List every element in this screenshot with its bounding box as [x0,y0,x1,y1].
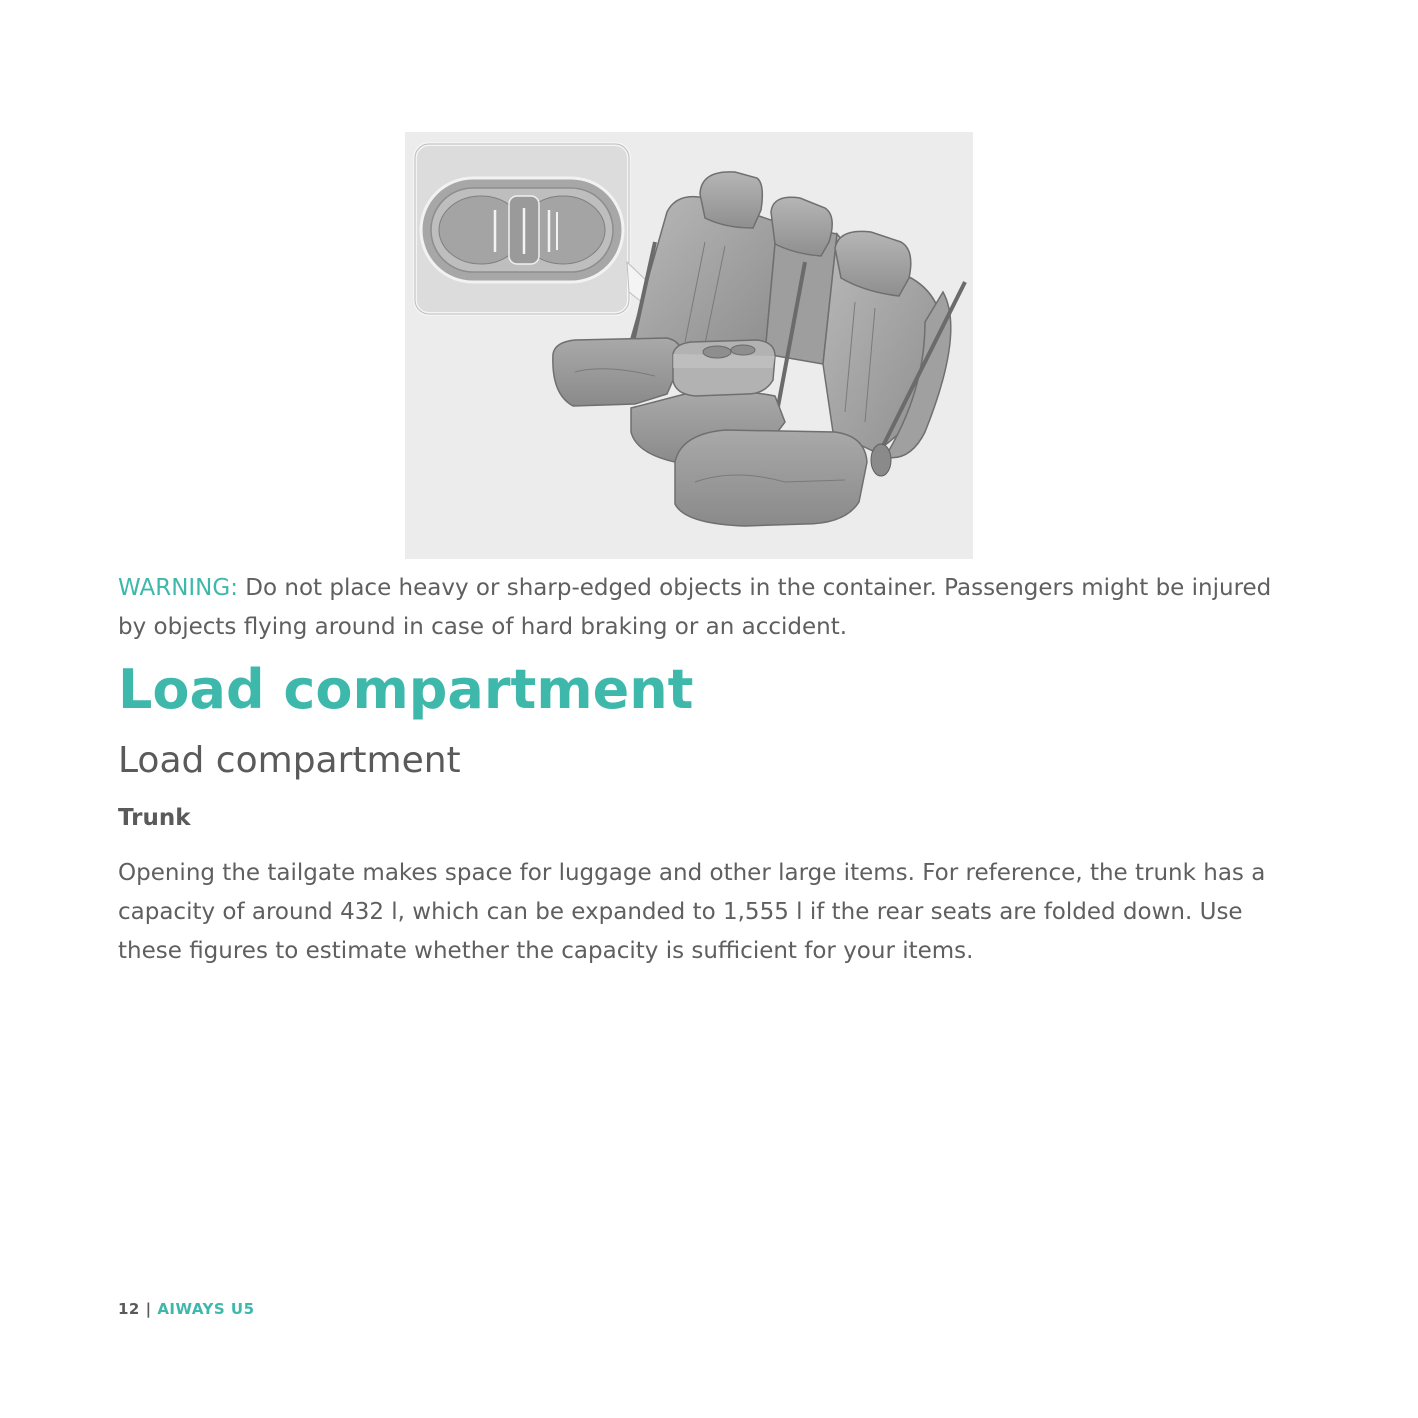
section-title: Load compartment [118,658,694,721]
footer-brand: AIWAYS U5 [157,1300,255,1318]
page-number: 12 [118,1300,140,1318]
page-footer [118,1298,255,1320]
trunk-heading: Trunk [118,805,191,831]
footer-separator: | [139,1300,158,1318]
warning-paragraph [118,569,1298,647]
rear-seat-illustration [405,132,973,559]
cupholder-detail-inset [415,144,629,314]
trunk-paragraph: Opening the tailgate makes space for luggage and other large items. For reference, the trunk has a capacity of around 432 l, which can be expanded to 1,555 l if the rear seats are folded down. Use these figures to estimate whether the capacity is sufficient for your items. [118,860,1266,964]
rear-seat-drawing [405,132,973,559]
armrest-cupholder [673,340,775,396]
warning-label: WARNING: [118,575,238,601]
warning-text: Do not place heavy or sharp-edged objects in the container. Passengers might be injured by objects flying around in case of hard braking or an accident. [118,575,1272,640]
section-subtitle: Load compartment [118,740,461,781]
